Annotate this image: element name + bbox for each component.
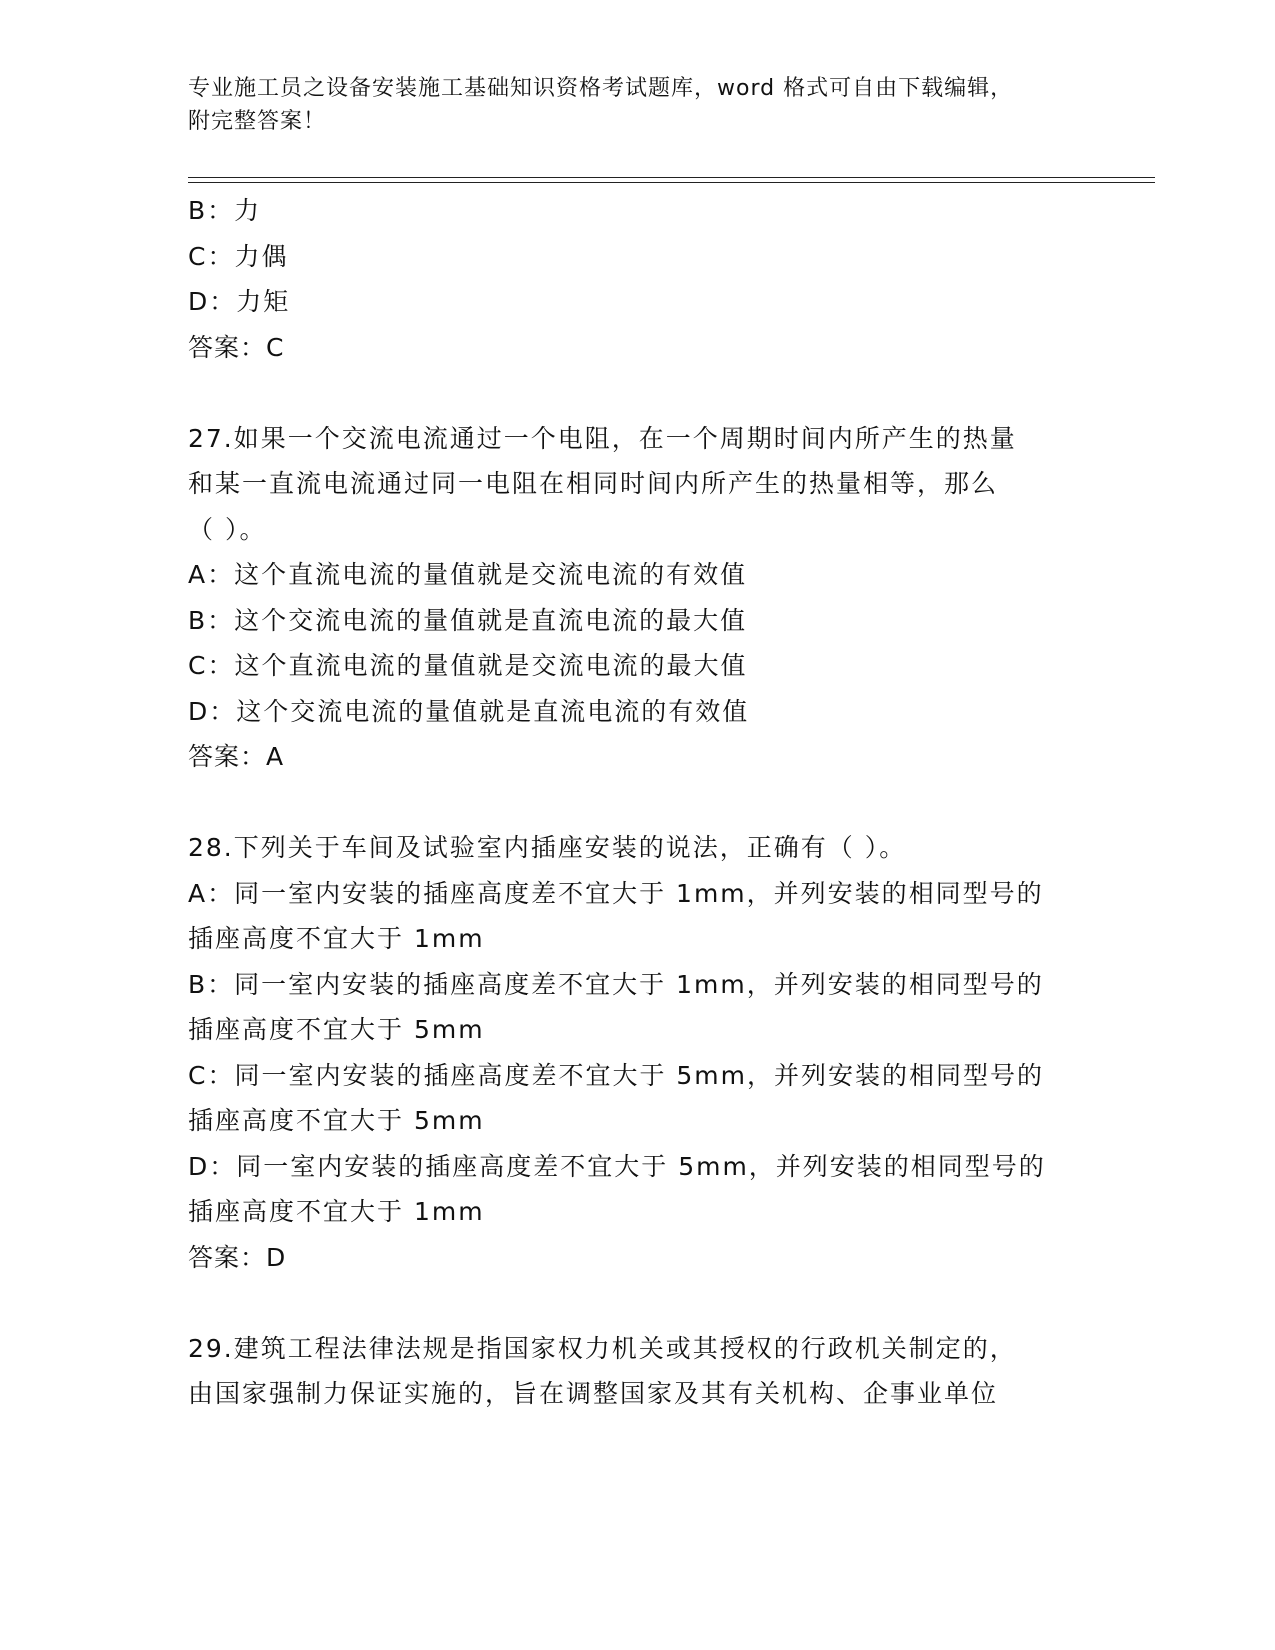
header-divider-top xyxy=(188,177,1155,178)
header-line-1: 专业施工员之设备安装施工基础知识资格考试题库，word 格式可自由下载编辑， xyxy=(188,76,1014,101)
question-27 xyxy=(188,416,1088,780)
answer-line: 答案：D xyxy=(188,1242,287,1272)
question-stem: 由国家强制力保证实施的，旨在调整国家及其有关机构、企事业单位 xyxy=(188,1379,999,1408)
option-b: B：同一室内安装的插座高度差不宜大于 1mm，并列安装的相同型号的 xyxy=(188,969,1044,999)
option-a: A：这个直流电流的量值就是交流电流的有效值 xyxy=(188,560,748,589)
option-b-continued: 插座高度不宜大于 5mm xyxy=(188,1015,485,1044)
option-c: C：同一室内安装的插座高度差不宜大于 5mm，并列安装的相同型号的 xyxy=(188,1060,1045,1090)
option-c-continued: 插座高度不宜大于 5mm xyxy=(188,1106,485,1135)
spacer xyxy=(188,780,1088,826)
option-b: B：力 xyxy=(188,196,262,225)
option-c: C：这个直流电流的量值就是交流电流的最大值 xyxy=(188,651,748,680)
option-d: D：这个交流电流的量值就是直流电流的有效值 xyxy=(188,696,750,726)
option-d: D：同一室内安装的插座高度差不宜大于 5mm，并列安装的相同型号的 xyxy=(188,1151,1046,1181)
option-b: B：这个交流电流的量值就是直流电流的最大值 xyxy=(188,605,748,635)
question-content xyxy=(188,188,1088,1417)
question-stem: 29.建筑工程法律法规是指国家权力机关或其授权的行政机关制定的， xyxy=(188,1333,1017,1363)
spacer xyxy=(188,1280,1088,1326)
header-line-2: 附完整答案！ xyxy=(188,109,327,134)
question-29 xyxy=(188,1326,1088,1417)
option-a: A：同一室内安装的插座高度差不宜大于 1mm，并列安装的相同型号的 xyxy=(188,878,1044,908)
option-d-continued: 插座高度不宜大于 1mm xyxy=(188,1197,485,1226)
document-header xyxy=(188,72,1068,138)
answer-line: 答案：A xyxy=(188,742,285,771)
header-divider-bottom xyxy=(188,182,1155,183)
question-stem: 27.如果一个交流电流通过一个电阻，在一个周期时间内所产生的热量 xyxy=(188,423,1017,453)
question-28 xyxy=(188,825,1088,1280)
question-stem: 28.下列关于车间及试验室内插座安装的说法，正确有（ ）。 xyxy=(188,833,907,862)
question-stem: 和某一直流电流通过同一电阻在相同时间内所产生的热量相等，那么 xyxy=(188,469,999,498)
option-c: C：力偶 xyxy=(188,241,289,271)
answer-line: 答案：C xyxy=(188,332,285,362)
question-26-tail xyxy=(188,188,1088,370)
spacer xyxy=(188,370,1088,416)
question-stem: （ ）。 xyxy=(188,514,267,544)
option-d: D：力矩 xyxy=(188,287,291,316)
option-a-continued: 插座高度不宜大于 1mm xyxy=(188,924,485,953)
